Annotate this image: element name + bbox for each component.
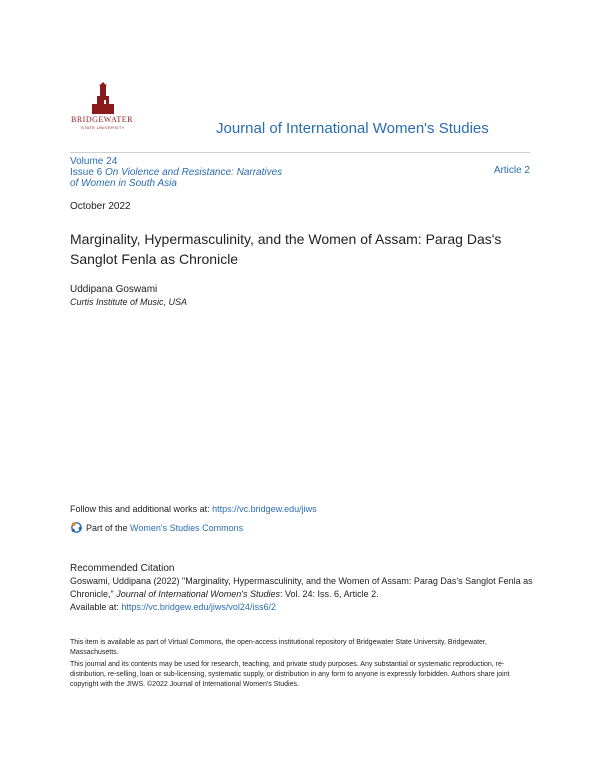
follow-line (70, 504, 317, 514)
volume-link[interactable]: Volume 24 (70, 156, 118, 167)
article-title: Marginality, Hypermasculinity, and the Women of Assam: Parag Das's Sanglot Fenla as Chronicle (70, 231, 502, 267)
citation-journal: Journal of International Women's Studies (116, 589, 281, 599)
issue-title-line2[interactable]: of Women in South Asia (70, 178, 177, 189)
repository-link[interactable]: https://vc.bridgew.edu/jiws (212, 504, 317, 514)
citation-text: Goswami, Uddipana (2022) "Marginality, Hypermasculinity, and the Women of Assam: Parag Das's Sanglot Fenla as Chronicle," (70, 576, 533, 599)
part-of-line (70, 521, 243, 534)
header-divider (70, 152, 530, 153)
issue-number[interactable]: Issue 6 (70, 167, 103, 178)
part-of-prefix: Part of the (86, 522, 131, 533)
citation-available-label: Available at: (70, 602, 122, 612)
citation-link[interactable]: https://vc.bridgew.edu/jiws/vol24/iss6/2 (121, 602, 276, 612)
volume-issue-info (70, 156, 282, 189)
citation-volume: : Vol. 24: Iss. 6, Article 2. (280, 589, 379, 599)
repository-notice: This item is available as part of Virtual Commons, the open-access institutional repository of Bridgewater State University, Bridgewater, Massachusetts. (70, 639, 487, 656)
usage-notice: This journal and its contents may be used for research, teaching, and private study purposes. Any substantial or systematic reproduction, re-distribution, re-selling, loan or sub-licensing, systematic supply, or distribution in any form to anyone is expressly forbidden. Authors share joint copyright with the JIWS. ©2022 Journal of International Women's Studies. (70, 661, 510, 688)
recommended-citation-body (70, 575, 535, 614)
logo-wordmark: BRIDGEWATER (71, 115, 133, 124)
author-name: Uddipana Goswami (70, 284, 158, 295)
issue-title-line1[interactable]: On Violence and Resistance: Narratives (105, 167, 283, 178)
follow-text: Follow this and additional works at: (70, 504, 213, 514)
logo-subtitle: STATE UNIVERSITY (81, 125, 125, 130)
journal-title[interactable]: Journal of International Women's Studies (216, 120, 489, 137)
author-affiliation: Curtis Institute of Music, USA (70, 297, 188, 307)
article-number[interactable]: Article 2 (493, 165, 530, 176)
publication-date: October 2022 (70, 201, 131, 212)
recommended-citation-heading: Recommended Citation (70, 563, 175, 574)
creative-commons-network-icon (70, 521, 83, 534)
womens-studies-commons-link[interactable]: Women's Studies Commons (130, 522, 244, 533)
